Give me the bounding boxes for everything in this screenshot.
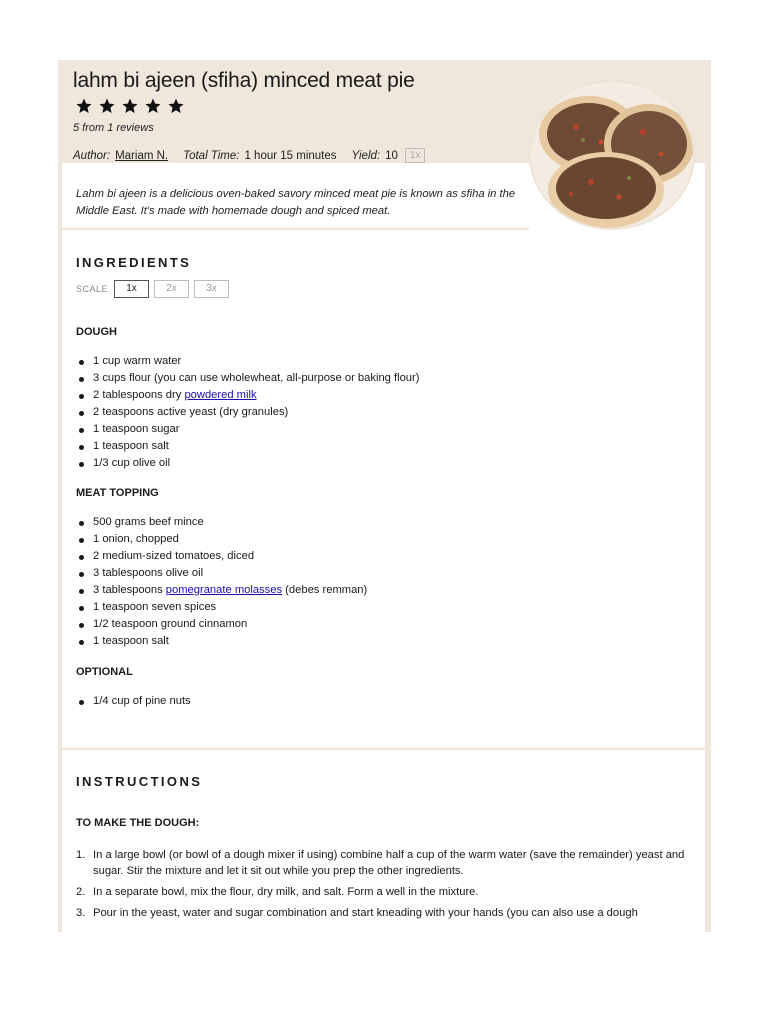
ingredient-item: 1 onion, chopped [76,531,367,548]
ingredient-text: 2 tablespoons dry [93,389,185,401]
author-link[interactable]: Mariam N. [115,149,169,162]
yield-value: 10 [385,149,398,162]
recipe-title: lahm bi ajeen (sfiha) minced meat pie [73,69,415,92]
recipe-photo [529,80,695,230]
ingredient-item: 1/2 teaspoon ground cinnamon [76,616,367,633]
scale-2x-button[interactable]: 2x [154,280,189,298]
ingredient-item [76,582,367,599]
author-label: Author: [73,149,111,162]
instruction-step [76,884,696,900]
ingredients-heading: INGREDIENTS [76,255,192,270]
ingredient-group-heading: OPTIONAL [76,666,133,678]
step-number: 1. [76,849,86,861]
scale-selector [76,280,234,298]
ingredient-item: 1 teaspoon salt [76,438,419,455]
total-time-label: Total Time: [183,149,240,162]
instruction-group-heading: TO MAKE THE DOUGH: [76,817,200,829]
step-number: 3. [76,907,86,919]
divider [62,228,529,230]
ingredient-group-heading: DOUGH [76,326,117,338]
ingredient-item: 1 teaspoon seven spices [76,599,367,616]
reviews-count: 5 from 1 reviews [73,122,154,134]
ingredient-item: 1 teaspoon sugar [76,421,419,438]
step-text: In a separate bowl, mix the flour, dry milk, and salt. Form a well in the mixture. [93,886,479,898]
powdered-milk-link[interactable]: powdered milk [184,389,257,401]
star-icon[interactable] [167,97,185,115]
star-icon[interactable] [75,97,93,115]
ingredient-text: (debes remman) [282,584,368,596]
step-number: 2. [76,886,86,898]
instructions-heading: INSTRUCTIONS [76,774,203,789]
ingredient-item [76,387,419,404]
ingredient-item: 3 cups flour (you can use wholewheat, all-purpose or baking flour) [76,370,419,387]
pomegranate-molasses-link[interactable]: pomegranate molasses [165,584,283,596]
instruction-step [76,905,696,921]
star-icon[interactable] [98,97,116,115]
instruction-list [76,847,696,926]
scale-3x-button[interactable]: 3x [194,280,229,298]
yield-scale-button[interactable]: 1x [405,148,426,163]
scale-label: SCALE [76,284,109,294]
total-time-value: 1 hour 15 minutes [244,149,337,162]
ingredient-item: 1/3 cup olive oil [76,455,419,472]
scale-1x-button[interactable]: 1x [114,280,149,298]
ingredient-item: 2 medium-sized tomatoes, diced [76,548,367,565]
ingredient-list [76,693,191,710]
ingredient-item: 500 grams beef mince [76,514,367,531]
ingredient-text: 3 tablespoons [93,584,166,596]
recipe-meta [73,148,425,163]
ingredient-item: 1 teaspoon salt [76,633,367,650]
star-icon[interactable] [121,97,139,115]
instruction-step [76,847,696,879]
rating-stars[interactable] [75,97,185,115]
ingredient-item: 1/4 cup of pine nuts [76,693,191,710]
ingredient-item: 1 cup warm water [76,353,419,370]
divider [62,748,705,750]
step-text: Pour in the yeast, water and sugar combination and start kneading with your hands (you can also use a dough [93,907,638,919]
yield-label: Yield: [351,149,381,162]
ingredient-list [76,353,419,472]
star-icon[interactable] [144,97,162,115]
meat-pie-image [531,82,695,230]
recipe-summary: Lahm bi ajeen is a delicious oven-baked savory minced meat pie is known as sfiha in the Middle East. It's made with homemade dough and spiced meat. [76,188,516,217]
step-text: In a large bowl (or bowl of a dough mixer if using) combine half a cup of the warm water (save the remainder) yeast and sugar. Stir the mixture and let it sit out while you prep the other ingredients. [93,849,685,877]
ingredient-list [76,514,367,650]
ingredient-item: 3 tablespoons olive oil [76,565,367,582]
ingredient-item: 2 teaspoons active yeast (dry granules) [76,404,419,421]
ingredient-group-heading: MEAT TOPPING [76,487,159,499]
